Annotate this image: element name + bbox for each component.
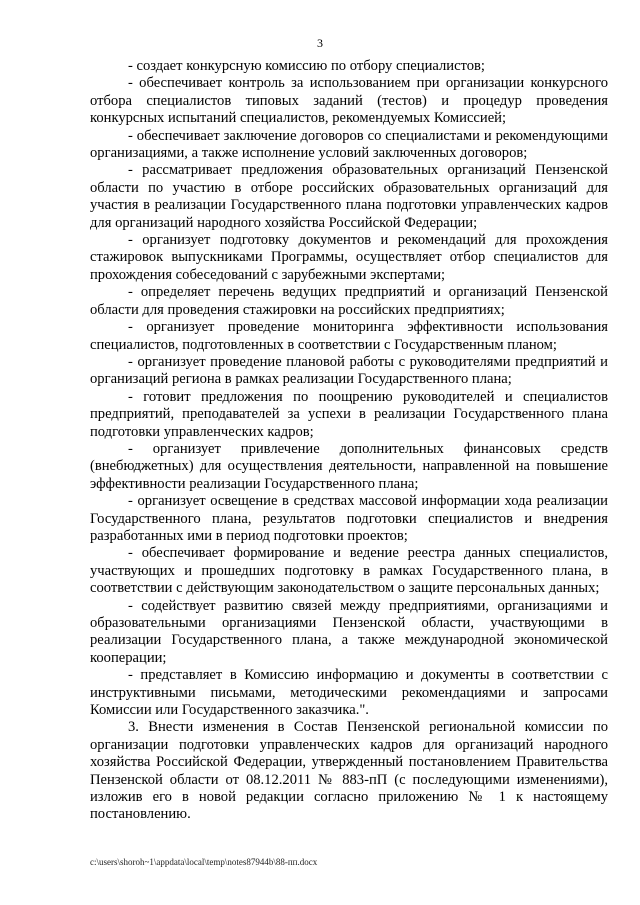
page-number: 3 — [317, 36, 323, 50]
paragraph: - создает конкурсную комиссию по отбору специалистов; — [128, 58, 485, 74]
paragraph: - определяет перечень ведущих предприятий и организаций Пензенской области для проведения стажировки на российских предприятиях; — [90, 284, 608, 318]
file-path-footer: c:\users\shoroh~1\appdata\local\temp\notes87944b\88-пп.docx — [90, 857, 318, 867]
paragraph: - представляет в Комиссию информацию и документы в соответствии с инструктивными письмами, методическими рекомендациями и запросами Комиссии или Государственного заказчика.". — [90, 667, 608, 719]
paragraph: - рассматривает предложения образовательных организаций Пензенской области по участию в отборе российских образовательных организаций для участия в реализации Государственного плана подготовки управленческих кадров для организаций народного хозяйства Российской Федерации; — [90, 162, 608, 231]
paragraph: - организует привлечение дополнительных финансовых средств (внебюджетных) для осуществления деятельности, направленной на повышение эффективности реализации Государственного плана; — [90, 440, 608, 492]
document-body — [90, 58, 608, 824]
paragraph: - обеспечивает контроль за использованием при организации конкурсного отбора специалистов типовых заданий (тестов) и процедур проведения конкурсных испытаний специалистов, рекомендуемых Комиссией; — [90, 75, 608, 127]
paragraph: - готовит предложения по поощрению руководителей и специалистов предприятий, преподавателей за успехи в реализации Государственного плана подготовки управленческих кадров; — [90, 388, 608, 440]
paragraph: - обеспечивает заключение договоров со специалистами и рекомендующими организациями, а также исполнение условий заключенных договоров; — [90, 127, 608, 162]
paragraph: - содействует развитию связей между предприятиями, организациями и образовательными организациями Пензенской области, участвующими в реализации Государственного плана, а также международной экономической кооперации; — [90, 597, 608, 666]
paragraph: - организует проведение мониторинга эффективности использования специалистов, подготовленных в соответствии с Государственным планом; — [90, 319, 608, 353]
paragraph: - организует подготовку документов и рекомендаций для прохождения стажировок выпускниками Программы, осуществляет отбор специалистов для прохождения собеседований с зарубежными экспертами; — [90, 232, 608, 283]
paragraph: - организует проведение плановой работы с руководителями предприятий и организаций региона в рамках реализации Государственного плана; — [90, 353, 608, 388]
paragraph: 3. Внести изменения в Состав Пензенской региональной комиссии по организации подготовки управленческих кадров для организаций народного хозяйства Российской Федерации, утвержденный постановлением Правительства Пензенской области от 08.12.2011 № 883-пП (с последующими изменениями), изложив его в новой редакции согласно приложению № 1 к настоящему постановлению. — [90, 719, 608, 823]
paragraph: - обеспечивает формирование и ведение реестра данных специалистов, участвующих и прошедших подготовку в рамках Государственного плана, в соответствии с действующим законодательством о защите персональных данных; — [90, 545, 608, 597]
paragraph: - организует освещение в средствах массовой информации хода реализации Государственного плана, результатов подготовки специалистов и внедрения разработанных ими в период подготовки проектов; — [90, 493, 608, 544]
